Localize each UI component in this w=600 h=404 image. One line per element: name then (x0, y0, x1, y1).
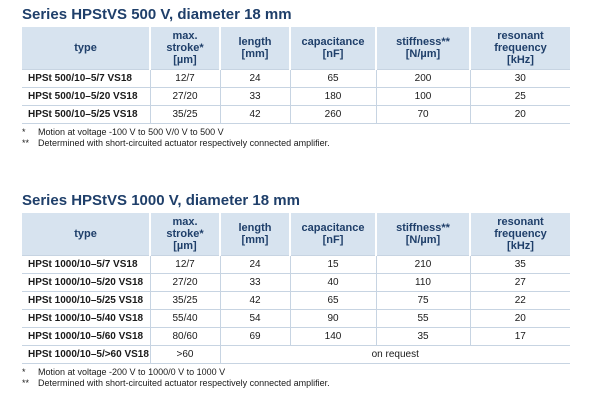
cell-capacitance: 40 (290, 273, 376, 291)
cell-stroke: 12/7 (150, 69, 220, 87)
cell-length: 42 (220, 105, 290, 123)
col-header-capacitance: capacitance [nF] (290, 213, 376, 255)
cell-frequency: 22 (470, 291, 570, 309)
cell-capacitance: 90 (290, 309, 376, 327)
table-row (22, 291, 570, 309)
table-row (22, 327, 570, 345)
cell-stiffness: 110 (376, 273, 470, 291)
cell-stroke: 80/60 (150, 327, 220, 345)
cell-capacitance: 140 (290, 327, 376, 345)
footnote (22, 127, 570, 138)
footnote-text: Motion at voltage -100 V to 500 V/0 V to 500 V (38, 126, 224, 137)
col-header-length: length [mm] (220, 27, 290, 69)
footnote-text: Determined with short-circuited actuator respectively connected amplifier. (38, 137, 330, 148)
cell-frequency: 17 (470, 327, 570, 345)
cell-frequency: 27 (470, 273, 570, 291)
table-header-row (22, 213, 570, 255)
cell-capacitance: 65 (290, 291, 376, 309)
cell-length: 33 (220, 87, 290, 105)
table-row (22, 255, 570, 273)
footnote-mark: ** (22, 137, 30, 148)
col-header-stroke: max. stroke* [µm] (150, 213, 220, 255)
cell-stroke: >60 (150, 345, 220, 363)
cell-type: HPSt 1000/10–5/20 VS18 (22, 273, 150, 291)
table-header-row (22, 27, 570, 69)
cell-stroke: 12/7 (150, 255, 220, 273)
cell-type: HPSt 1000/10–5/60 VS18 (22, 327, 150, 345)
cell-frequency: 30 (470, 69, 570, 87)
cell-frequency: 25 (470, 87, 570, 105)
col-header-stiffness: stiffness** [N/µm] (376, 27, 470, 69)
col-header-type: type (22, 213, 150, 255)
cell-stroke: 35/25 (150, 105, 220, 123)
footnotes (22, 127, 570, 149)
table-row (22, 345, 570, 363)
cell-length: 69 (220, 327, 290, 345)
cell-type: HPSt 1000/10–5/>60 VS18 (22, 345, 150, 363)
cell-stiffness: 210 (376, 255, 470, 273)
footnote-mark: * (22, 366, 26, 377)
cell-stiffness: 100 (376, 87, 470, 105)
section-500v (22, 6, 570, 149)
table-row (22, 273, 570, 291)
table-row (22, 105, 570, 123)
table-row (22, 87, 570, 105)
cell-frequency: 20 (470, 105, 570, 123)
col-header-capacitance: capacitance [nF] (290, 27, 376, 69)
cell-stiffness: 75 (376, 291, 470, 309)
cell-stroke: 55/40 (150, 309, 220, 327)
cell-length: 42 (220, 291, 290, 309)
cell-length: 54 (220, 309, 290, 327)
spec-table (22, 213, 570, 364)
section-1000v (22, 192, 570, 389)
cell-type: HPSt 500/10–5/25 VS18 (22, 105, 150, 123)
cell-stiffness: 200 (376, 69, 470, 87)
cell-type: HPSt 500/10–5/20 VS18 (22, 87, 150, 105)
col-header-length: length [mm] (220, 213, 290, 255)
footnote-mark: ** (22, 377, 30, 388)
col-header-type: type (22, 27, 150, 69)
spec-table (22, 27, 570, 124)
cell-stiffness: 70 (376, 105, 470, 123)
footnote-text: Determined with short-circuited actuator respectively connected amplifier. (38, 377, 330, 388)
cell-length: 24 (220, 255, 290, 273)
cell-capacitance: 65 (290, 69, 376, 87)
col-header-frequency: resonant frequency [kHz] (470, 27, 570, 69)
cell-type: HPSt 500/10–5/7 VS18 (22, 69, 150, 87)
col-header-frequency: resonant frequency [kHz] (470, 213, 570, 255)
cell-stroke: 27/20 (150, 273, 220, 291)
cell-length: 24 (220, 69, 290, 87)
cell-stroke: 27/20 (150, 87, 220, 105)
section-title: Series HPStVS 1000 V, diameter 18 mm (22, 192, 300, 209)
cell-on-request: on request (220, 345, 570, 363)
cell-frequency: 20 (470, 309, 570, 327)
cell-type: HPSt 1000/10–5/25 VS18 (22, 291, 150, 309)
cell-stroke: 35/25 (150, 291, 220, 309)
cell-capacitance: 180 (290, 87, 376, 105)
footnote (22, 138, 570, 149)
cell-type: HPSt 1000/10–5/7 VS18 (22, 255, 150, 273)
table-row (22, 309, 570, 327)
cell-length: 33 (220, 273, 290, 291)
footnote (22, 367, 570, 378)
cell-frequency: 35 (470, 255, 570, 273)
col-header-stroke: max. stroke* [µm] (150, 27, 220, 69)
cell-type: HPSt 1000/10–5/40 VS18 (22, 309, 150, 327)
cell-stiffness: 55 (376, 309, 470, 327)
footnote-text: Motion at voltage -200 V to 1000/0 V to 1000 V (38, 366, 226, 377)
section-title: Series HPStVS 500 V, diameter 18 mm (22, 6, 292, 23)
cell-capacitance: 260 (290, 105, 376, 123)
col-header-stiffness: stiffness** [N/µm] (376, 213, 470, 255)
footnotes (22, 367, 570, 389)
cell-capacitance: 15 (290, 255, 376, 273)
cell-stiffness: 35 (376, 327, 470, 345)
footnote-mark: * (22, 126, 26, 137)
footnote (22, 378, 570, 389)
table-row (22, 69, 570, 87)
